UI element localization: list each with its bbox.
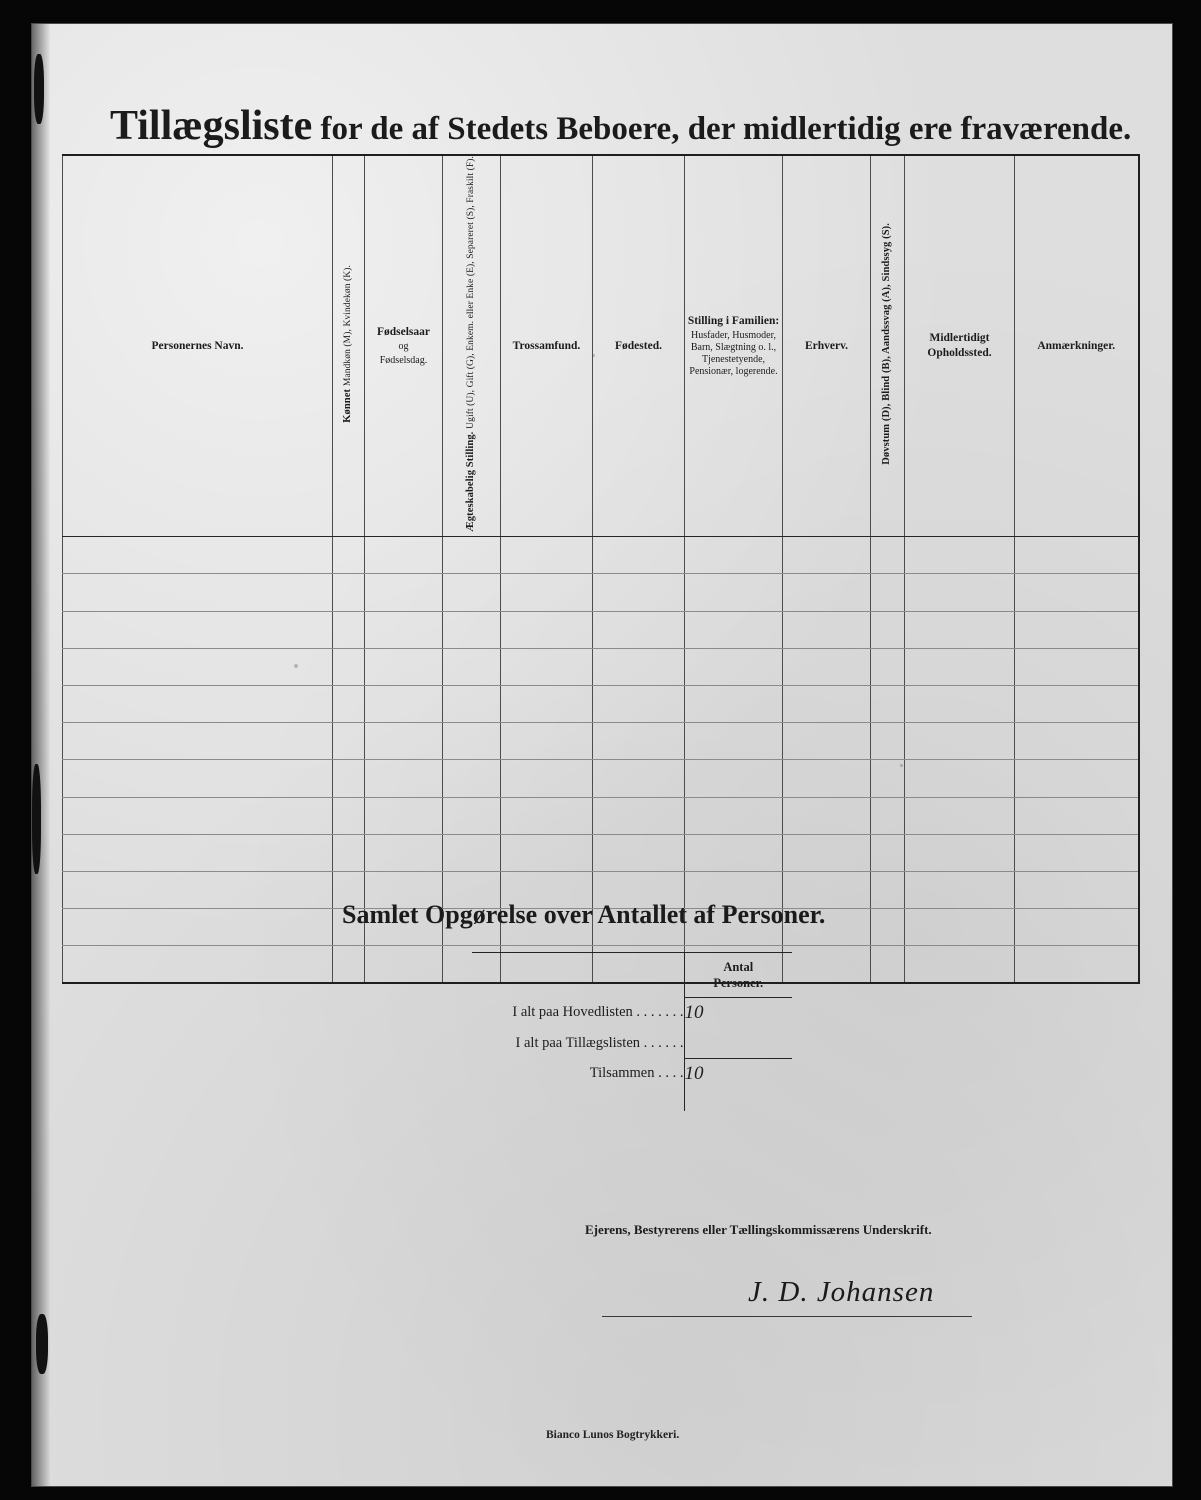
cell-trossamfund[interactable]	[501, 797, 593, 834]
cell-anmerkninger[interactable]	[1015, 760, 1139, 797]
cell-erhverv[interactable]	[783, 797, 871, 834]
cell-opholdssted[interactable]	[905, 648, 1015, 685]
col-header-konnet-label	[342, 265, 354, 423]
cell-navn[interactable]	[63, 574, 333, 611]
cell-anmerkninger[interactable]	[1015, 871, 1139, 908]
col-header-dovstum-label: Døvstum (D), Blind (B), Aandssvag (A), Sindssyg (S).	[881, 223, 893, 465]
cell-dovstum[interactable]	[871, 685, 905, 722]
page-title	[110, 102, 1150, 150]
cell-navn[interactable]	[63, 685, 333, 722]
cell-konnet[interactable]	[333, 685, 365, 722]
cell-stilling[interactable]	[685, 685, 783, 722]
cell-trossamfund[interactable]	[501, 537, 593, 574]
cell-fodested[interactable]	[593, 685, 685, 722]
cell-dovstum[interactable]	[871, 797, 905, 834]
cell-fodselsaar[interactable]	[365, 648, 443, 685]
cell-erhverv[interactable]	[783, 685, 871, 722]
cell-navn[interactable]	[63, 611, 333, 648]
summary-header-antal-line2: Personer.	[713, 976, 764, 990]
col-header-erhverv	[783, 155, 871, 537]
cell-anmerkninger[interactable]	[1015, 946, 1139, 984]
cell-erhverv[interactable]	[783, 611, 871, 648]
col-header-trossamfund	[501, 155, 593, 537]
cell-fodested[interactable]	[593, 834, 685, 871]
summary-row-hovedlisten	[472, 998, 792, 1029]
col-header-fodselsaar-sub: og	[398, 341, 409, 353]
cell-anmerkninger[interactable]	[1015, 797, 1139, 834]
table-row[interactable]	[63, 611, 1139, 648]
col-header-konnet	[333, 155, 365, 537]
summary-value-tillagslisten[interactable]	[684, 1028, 792, 1059]
cell-dovstum[interactable]	[871, 909, 905, 946]
table-row[interactable]	[63, 760, 1139, 797]
cell-stilling[interactable]	[685, 760, 783, 797]
cell-egteskabelig[interactable]	[443, 797, 501, 834]
cell-konnet[interactable]	[333, 760, 365, 797]
col-header-navn-label: Personernes Navn.	[151, 339, 244, 352]
cell-fodested[interactable]	[593, 723, 685, 760]
cell-konnet[interactable]	[333, 723, 365, 760]
col-header-opholdssted	[905, 155, 1015, 537]
cell-egteskabelig[interactable]	[443, 537, 501, 574]
cell-dovstum[interactable]	[871, 871, 905, 908]
cell-opholdssted[interactable]	[905, 834, 1015, 871]
summary-row-total	[472, 1059, 792, 1090]
summary-label-tillagslisten: I alt paa Tillægslisten . . . . . .	[515, 1034, 684, 1051]
cell-egteskabelig[interactable]	[443, 723, 501, 760]
summary-box	[472, 952, 792, 1111]
document-page	[32, 24, 1172, 1486]
cell-fodselsaar[interactable]	[365, 723, 443, 760]
signature-handwriting: J. D. Johansen	[748, 1276, 935, 1308]
cell-fodselsaar[interactable]	[365, 574, 443, 611]
cell-anmerkninger[interactable]	[1015, 648, 1139, 685]
cell-opholdssted[interactable]	[905, 611, 1015, 648]
cell-opholdssted[interactable]	[905, 723, 1015, 760]
table-row[interactable]	[63, 685, 1139, 722]
cell-stilling[interactable]	[685, 537, 783, 574]
cell-trossamfund[interactable]	[501, 685, 593, 722]
col-header-fodested	[593, 155, 685, 537]
summary-table	[472, 952, 792, 1111]
cell-erhverv[interactable]	[783, 723, 871, 760]
page-left-edge-shadow	[32, 24, 50, 1486]
cell-konnet[interactable]	[333, 834, 365, 871]
cell-konnet[interactable]	[333, 574, 365, 611]
cell-anmerkninger[interactable]	[1015, 723, 1139, 760]
cell-egteskabelig[interactable]	[443, 760, 501, 797]
cell-navn[interactable]	[63, 946, 333, 984]
cell-stilling[interactable]	[685, 648, 783, 685]
cell-egteskabelig[interactable]	[443, 834, 501, 871]
cell-fodselsaar[interactable]	[365, 537, 443, 574]
cell-fodested[interactable]	[593, 760, 685, 797]
table-row[interactable]	[63, 648, 1139, 685]
signature-line	[602, 1316, 972, 1317]
cell-anmerkninger[interactable]	[1015, 685, 1139, 722]
summary-label-total: Tilsammen . . . .	[589, 1065, 684, 1082]
cell-fodested[interactable]	[593, 797, 685, 834]
cell-stilling[interactable]	[685, 723, 783, 760]
signature-caption: Ejerens, Bestyrerens eller Tællingskommissærens Underskrift.	[585, 1222, 932, 1237]
cell-egteskabelig[interactable]	[443, 574, 501, 611]
register-table	[62, 154, 1140, 984]
cell-stilling[interactable]	[685, 797, 783, 834]
table-row[interactable]	[63, 537, 1139, 574]
printer-credit: Bianco Lunos Bogtrykkeri.	[546, 1429, 680, 1441]
cell-anmerkninger[interactable]	[1015, 574, 1139, 611]
cell-dovstum[interactable]	[871, 648, 905, 685]
col-header-anmerkninger-label: Anmærkninger.	[1037, 339, 1116, 352]
cell-opholdssted[interactable]	[905, 909, 1015, 946]
cell-egteskabelig[interactable]	[443, 685, 501, 722]
cell-egteskabelig[interactable]	[443, 648, 501, 685]
summary-header-antal-line1: Antal	[723, 959, 754, 974]
cell-stilling[interactable]	[685, 574, 783, 611]
cell-erhverv[interactable]	[783, 574, 871, 611]
cell-navn[interactable]	[63, 834, 333, 871]
col-header-opholdssted-label: Midlertidigt	[929, 332, 990, 344]
cell-anmerkninger[interactable]	[1015, 611, 1139, 648]
summary-heading: Samlet Opgørelse over Antallet af Personer.	[342, 900, 826, 929]
col-header-egteskabelig-sub: Ugift (U), Gift (G), Enkem. eller Enke (E), Separeret (S), Fraskilt (F).	[466, 156, 477, 429]
page-tear-mid	[32, 764, 41, 874]
summary-value-hovedlisten[interactable]: 10	[684, 998, 792, 1029]
cell-navn[interactable]	[63, 797, 333, 834]
cell-trossamfund[interactable]	[501, 760, 593, 797]
register-table-wrapper	[62, 154, 1138, 984]
page-title-lead: Tillægsliste	[110, 103, 313, 149]
table-row[interactable]	[63, 834, 1139, 871]
cell-trossamfund[interactable]	[501, 834, 593, 871]
cell-dovstum[interactable]	[871, 834, 905, 871]
col-header-trossamfund-label: Trossamfund.	[512, 339, 581, 352]
col-header-egteskabelig-main: Ægteskabelig Stilling.	[465, 431, 477, 532]
cell-egteskabelig[interactable]	[443, 611, 501, 648]
summary-value-total[interactable]: 10	[684, 1059, 792, 1090]
cell-dovstum[interactable]	[871, 611, 905, 648]
cell-dovstum[interactable]	[871, 574, 905, 611]
cell-navn[interactable]	[63, 760, 333, 797]
col-header-dovstum	[871, 155, 905, 537]
cell-anmerkninger[interactable]	[1015, 537, 1139, 574]
cell-erhverv[interactable]	[783, 834, 871, 871]
cell-erhverv[interactable]	[783, 760, 871, 797]
cell-fodested[interactable]	[593, 611, 685, 648]
summary-footer-blank	[472, 1089, 684, 1111]
table-row[interactable]	[63, 574, 1139, 611]
cell-trossamfund[interactable]	[501, 574, 593, 611]
col-header-fodselsaar	[365, 155, 443, 537]
cell-fodselsaar[interactable]	[365, 760, 443, 797]
cell-fodested[interactable]	[593, 574, 685, 611]
col-header-navn	[63, 155, 333, 537]
table-row[interactable]	[63, 797, 1139, 834]
col-header-egteskabelig	[443, 155, 501, 537]
cell-fodselsaar[interactable]	[365, 946, 443, 984]
col-header-konnet-sub: Mandkøn (M), Kvindekøn (K).	[343, 265, 354, 387]
cell-anmerkninger[interactable]	[1015, 909, 1139, 946]
summary-row-footer	[472, 1089, 792, 1111]
col-header-erhverv-label: Erhverv.	[804, 339, 849, 352]
cell-opholdssted[interactable]	[905, 760, 1015, 797]
summary-label-hovedlisten: I alt paa Hovedlisten . . . . . . .	[512, 1004, 684, 1021]
cell-opholdssted[interactable]	[905, 537, 1015, 574]
cell-opholdssted[interactable]	[905, 946, 1015, 984]
cell-konnet[interactable]	[333, 648, 365, 685]
col-header-konnet-main: Kønnet	[342, 388, 354, 423]
cell-dovstum[interactable]	[871, 723, 905, 760]
summary-header-blank	[472, 953, 684, 998]
col-header-fodselsaar-label: Fødselsaar	[376, 325, 431, 338]
cell-fodselsaar[interactable]	[365, 685, 443, 722]
col-header-stilling	[685, 155, 783, 537]
col-header-stilling-label: Stilling i Familien:	[687, 314, 780, 327]
col-header-stilling-sub: Husfader, Husmoder, Barn, Slægtning o. l., Tjenestetyende, Pensionær, logerende.	[689, 330, 778, 378]
cell-navn[interactable]	[63, 648, 333, 685]
cell-erhverv[interactable]	[783, 648, 871, 685]
col-header-anmerkninger	[1015, 155, 1139, 537]
table-row[interactable]	[63, 723, 1139, 760]
summary-row-tillagslisten	[472, 1028, 792, 1059]
cell-erhverv[interactable]	[783, 946, 871, 984]
cell-stilling[interactable]	[685, 834, 783, 871]
cell-konnet[interactable]	[333, 946, 365, 984]
cell-navn[interactable]	[63, 537, 333, 574]
cell-stilling[interactable]	[685, 611, 783, 648]
cell-navn[interactable]	[63, 909, 333, 946]
cell-anmerkninger[interactable]	[1015, 834, 1139, 871]
cell-fodested[interactable]	[593, 537, 685, 574]
cell-navn[interactable]	[63, 723, 333, 760]
cell-konnet[interactable]	[333, 537, 365, 574]
summary-header-row	[472, 953, 792, 998]
cell-fodselsaar[interactable]	[365, 797, 443, 834]
cell-dovstum[interactable]	[871, 760, 905, 797]
col-header-fodested-label: Fødested.	[615, 339, 662, 352]
cell-navn[interactable]	[63, 871, 333, 908]
table-header-row	[63, 155, 1139, 537]
cell-fodselsaar[interactable]	[365, 834, 443, 871]
cell-fodselsaar[interactable]	[365, 611, 443, 648]
cell-konnet[interactable]	[333, 611, 365, 648]
summary-header-antal	[684, 953, 792, 998]
cell-trossamfund[interactable]	[501, 648, 593, 685]
cell-opholdssted[interactable]	[905, 797, 1015, 834]
col-header-egteskabelig-label	[465, 156, 477, 532]
summary-footer-rule	[684, 1089, 792, 1111]
cell-konnet[interactable]	[333, 797, 365, 834]
cell-trossamfund[interactable]	[501, 611, 593, 648]
cell-opholdssted[interactable]	[905, 685, 1015, 722]
col-header-opholdssted-sub: Opholdssted.	[927, 347, 992, 360]
page-tear-top	[34, 54, 44, 124]
cell-dovstum[interactable]	[871, 946, 905, 984]
cell-dovstum[interactable]	[871, 537, 905, 574]
cell-fodested[interactable]	[593, 648, 685, 685]
page-title-rest: for de af Stedets Beboere, der midlertidig ere fraværende.	[320, 111, 1132, 147]
cell-opholdssted[interactable]	[905, 574, 1015, 611]
col-header-fodselsaar-sub2: Fødselsdag.	[379, 355, 428, 367]
cell-trossamfund[interactable]	[501, 723, 593, 760]
page-tear-bottom	[36, 1314, 48, 1374]
cell-opholdssted[interactable]	[905, 871, 1015, 908]
cell-erhverv[interactable]	[783, 537, 871, 574]
